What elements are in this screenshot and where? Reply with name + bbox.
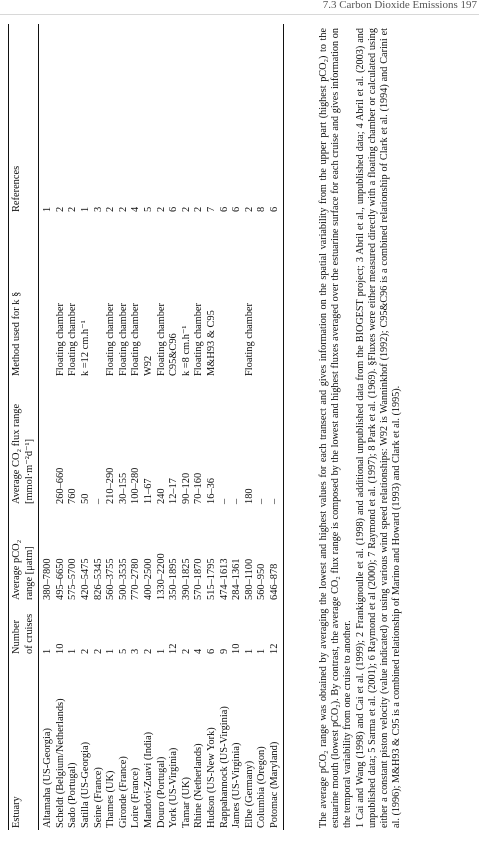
cell-pco2: 580–1100 [243, 558, 255, 600]
table-row [130, 24, 143, 830]
col-references: References [9, 24, 39, 214]
cell-method: Floating chamber [243, 302, 255, 376]
table-row [93, 24, 106, 830]
cell-method: Floating chamber [117, 302, 129, 376]
cell-estuary: Elbe (Germany) [243, 760, 255, 828]
cell-estuary: Rhine (Netherlands) [193, 743, 205, 828]
cell-cruises: 2 [92, 648, 104, 654]
cell-method: W92 [142, 355, 154, 376]
cell-cruises: 1 [243, 648, 255, 654]
table-row [55, 24, 68, 830]
cell-flux: – [92, 498, 104, 504]
estuary-table [8, 24, 284, 830]
cell-pco2: 284–1361 [231, 558, 243, 600]
cell-method [231, 214, 244, 378]
cell-flux: 240 [155, 488, 167, 504]
cell-cruises: 6 [205, 648, 217, 654]
cell-reference: 6 [269, 24, 284, 214]
cell-flux: – [269, 378, 284, 506]
cell-estuary: Thames (UK) [105, 770, 117, 828]
cell-estuary: Rappahannock (US-Virginia) [218, 706, 230, 828]
cell-method [93, 214, 106, 378]
cell-reference: 6 [231, 206, 243, 212]
running-title: 7.3 Carbon Dioxide Emissions 197 [322, 0, 477, 11]
cell-method: Floating chamber [54, 302, 66, 376]
cell-pco2: 770–2780 [130, 558, 142, 600]
col-method: Method used for k § [9, 214, 39, 378]
cell-pco2: 826–5345 [92, 558, 104, 600]
cell-flux: 16–36 [205, 478, 217, 504]
cell-reference: 6 [218, 206, 230, 212]
table-row [67, 24, 80, 830]
cell-estuary: Scheldt (Belgium/Netherlands) [54, 698, 66, 828]
table-row [143, 24, 156, 830]
cell-estuary: Loire (France) [130, 767, 142, 828]
cell-flux: 30–155 [117, 472, 129, 504]
cell-reference: 2 [155, 206, 167, 212]
cell-method: k =12 cm.h⁻¹ [79, 320, 91, 376]
cell-cruises: 2 [79, 648, 91, 654]
cell-method: Floating chamber [155, 302, 167, 376]
cell-cruises: 10 [231, 643, 243, 654]
cell-reference: 2 [193, 206, 205, 212]
table-row [219, 24, 232, 830]
cell-reference: 2 [67, 206, 79, 212]
cell-method: M&H93 & C95 [205, 310, 217, 376]
cell-pco2: 575–5700 [67, 558, 79, 600]
note-paragraph-2: 1 Cai and Wang (1998) and Cai et al. (1999); 2 Frankignoulle et al. (1998) and additional unpublished data from the BIOGEST project; 3 Abril et al., unpublished data; 4 Abril et al. (2003) and unpublished data; 5 Sarma et al. (2001); 6 Raymond et al (2000); 7 Raymond et al. (1997); 8 Park et al. (1969). §Fluxes were either measured directly with a floating chamber or calculated using either a constant piston velocity (value indicated) or using various wind speed relationships: W92 is Wanninkhof (1992); C95&C96 is a combined relationship of Clark et al. (1994) and Carini et al. (1996); M&H93 & C95 is a combined relationship of Marino and Howard (1993) and Clark et al. (1995). [354, 28, 403, 828]
cell-estuary: York (US-Virginia) [168, 747, 180, 828]
cell-flux: 100–280 [130, 467, 142, 504]
cell-reference: 8 [256, 206, 268, 212]
cell-reference: 1 [42, 206, 54, 212]
cell-flux: – [231, 498, 243, 504]
cell-method: Floating chamber [130, 302, 142, 376]
table-row [193, 24, 206, 830]
cell-method: Floating chamber [105, 302, 117, 376]
cell-cruises: 1 [105, 648, 117, 654]
cell-pco2: 400–2500 [142, 558, 154, 600]
cell-pco2: 560–3755 [105, 558, 117, 600]
cell-reference: 2 [243, 206, 255, 212]
cell-reference: 3 [92, 206, 104, 212]
table-row [231, 24, 244, 830]
cell-flux: 12–17 [168, 478, 180, 504]
cell-flux: 760 [67, 488, 79, 504]
cell-flux [39, 378, 55, 506]
cell-cruises: 1 [67, 648, 79, 654]
table-notes [318, 28, 403, 828]
table-row [206, 24, 219, 830]
cell-flux: – [218, 498, 230, 504]
cell-estuary: Sado (Portugal) [67, 762, 79, 828]
running-header [0, 0, 479, 15]
cell-cruises: 10 [54, 643, 66, 654]
cell-estuary: Potomac (Maryland) [269, 656, 284, 830]
table-header-row [9, 24, 39, 830]
cell-flux: 50 [79, 493, 91, 504]
cell-cruises: 1 [155, 648, 167, 654]
col-cruises: Number of cruises [9, 602, 39, 656]
cell-reference: 2 [180, 206, 192, 212]
cell-estuary: Seine (France) [92, 767, 104, 828]
table-row [105, 24, 118, 830]
cell-cruises: 3 [130, 648, 142, 654]
cell-cruises: 5 [117, 648, 129, 654]
col-flux: Average CO₂ flux range [mmol·m⁻²d⁻¹] [9, 378, 39, 506]
cell-reference: 5 [142, 206, 154, 212]
cell-cruises: 2 [142, 648, 154, 654]
cell-pco2: 500–3535 [117, 558, 129, 600]
cell-pco2: 420–5475 [79, 558, 91, 600]
cell-method [39, 214, 55, 378]
cell-flux: 260–660 [54, 467, 66, 504]
table-row [118, 24, 131, 830]
cell-cruises: 9 [218, 648, 230, 654]
cell-pco2: 474–1613 [218, 558, 230, 600]
cell-method: C95&C96 [168, 333, 180, 376]
cell-pco2: 495–6650 [54, 558, 66, 600]
note-paragraph-1: The average pCO₂ range was obtained by averaging the lowest and highest values for each transect and gives information on the spatial variability from the upper part (highest pCO₂) to the estuarine mouth (lowest pCO₂). By contrast, the average CO₂ flux range is composed by the lowest and highest fluxes averaged over the estuarine surface for each cruise and gives information on the temporal variability from one cruise to another. [318, 28, 354, 828]
table-row [244, 24, 257, 830]
cell-method [219, 214, 232, 378]
cell-method [256, 214, 269, 378]
cell-estuary: Tamar (UK) [180, 777, 192, 828]
cell-method: Floating chamber [67, 302, 79, 376]
cell-reference: 7 [205, 206, 217, 212]
cell-reference: 2 [117, 206, 129, 212]
cell-flux: 180 [243, 488, 255, 504]
table-row [269, 24, 284, 830]
cell-cruises: 1 [256, 648, 268, 654]
cell-pco2: 560–950 [256, 563, 268, 600]
table-row [256, 24, 269, 830]
cell-reference: 6 [168, 206, 180, 212]
cell-method: k =8 cm.h⁻¹ [180, 325, 192, 376]
cell-method [269, 214, 284, 378]
cell-pco2: 350–1895 [168, 558, 180, 600]
cell-estuary: Satilla (US-Georgia) [79, 741, 91, 828]
cell-reference: 4 [130, 206, 142, 212]
cell-flux: 11–67 [142, 478, 154, 504]
cell-estuary: Douro (Portugal) [155, 756, 167, 828]
cell-cruises: 2 [180, 648, 192, 654]
cell-pco2: 646–878 [269, 506, 284, 602]
table-row [39, 24, 55, 830]
cell-cruises: 12 [269, 602, 284, 656]
cell-estuary: Gironde (France) [117, 756, 129, 828]
cell-cruises: 4 [193, 648, 205, 654]
cell-estuary: Altamaha (US-Georgia) [42, 728, 54, 828]
cell-flux: 70–160 [193, 472, 205, 504]
landscape-content [0, 14, 479, 842]
cell-method: Floating chamber [193, 302, 205, 376]
table-row [168, 24, 181, 830]
cell-pco2: 390–1825 [180, 558, 192, 600]
table-row [181, 24, 194, 830]
cell-estuary: James (US-Virginia) [231, 742, 243, 828]
col-estuary: Estuary [9, 656, 39, 830]
cell-flux: – [256, 498, 268, 504]
col-pco2: Average pCO₂ range [μatm] [9, 506, 39, 602]
cell-estuary: Mandovi-Zuavi (India) [142, 731, 154, 828]
rotated-page [0, 14, 479, 842]
table-row [80, 24, 93, 830]
cell-cruises: 1 [42, 648, 54, 654]
cell-estuary: Columbia (Oregon) [256, 746, 268, 828]
cell-pco2: 515–1795 [205, 558, 217, 600]
cell-cruises: 12 [168, 643, 180, 654]
cell-pco2: 1330–2200 [155, 553, 167, 600]
cell-pco2: 570–1870 [193, 558, 205, 600]
cell-estuary: Hudson (US-New York) [205, 727, 217, 828]
cell-flux: 90–120 [180, 472, 192, 504]
cell-flux: 210–290 [105, 467, 117, 504]
cell-reference: 1 [79, 206, 91, 212]
cell-reference: 2 [54, 206, 66, 212]
table-row [156, 24, 169, 830]
cell-pco2: 380–7800 [42, 558, 54, 600]
cell-reference: 2 [105, 206, 117, 212]
